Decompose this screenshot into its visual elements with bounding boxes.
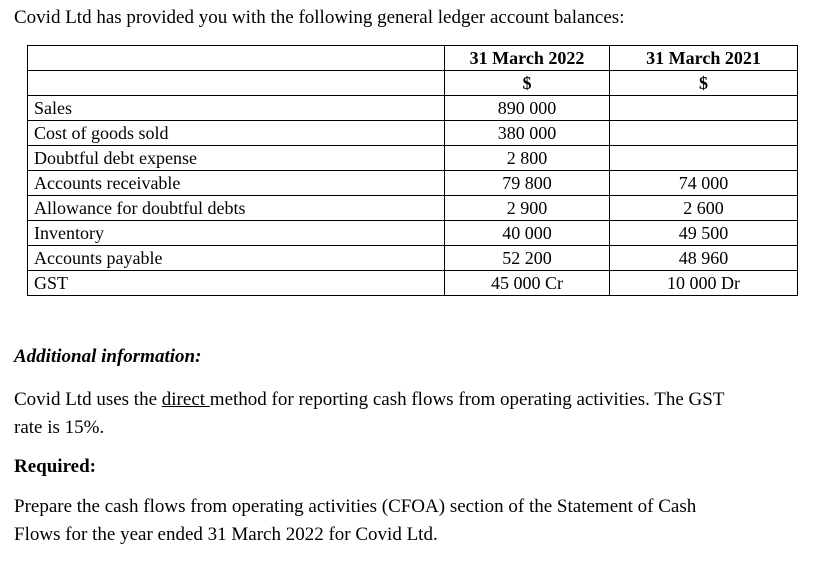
additional-text-line2: rate is 15%. xyxy=(14,417,105,438)
account-name: Sales xyxy=(28,96,445,121)
balance-2021 xyxy=(610,96,798,121)
table-row xyxy=(28,121,798,146)
table-currency-row xyxy=(28,71,798,96)
account-name: Inventory xyxy=(28,221,445,246)
additional-text-before: Covid Ltd uses the xyxy=(14,389,162,410)
header-2022: 31 March 2022 xyxy=(445,46,610,71)
additional-info-heading: Additional information: xyxy=(14,346,202,367)
balance-2021 xyxy=(610,121,798,146)
balance-2022: 2 900 xyxy=(445,196,610,221)
ledger-balances-table xyxy=(27,45,798,296)
balance-2021: 48 960 xyxy=(610,246,798,271)
balance-2021: 2 600 xyxy=(610,196,798,221)
table-row xyxy=(28,246,798,271)
currency-2021: $ xyxy=(610,71,798,96)
account-name: Cost of goods sold xyxy=(28,121,445,146)
balance-2022: 79 800 xyxy=(445,171,610,196)
required-text-line2: Flows for the year ended 31 March 2022 for Covid Ltd. xyxy=(14,524,438,545)
balance-2022: 45 000 Cr xyxy=(445,271,610,296)
account-name: Accounts payable xyxy=(28,246,445,271)
balance-2021: 49 500 xyxy=(610,221,798,246)
table-row xyxy=(28,196,798,221)
header-2021: 31 March 2021 xyxy=(610,46,798,71)
balance-2022: 2 800 xyxy=(445,146,610,171)
currency-account-cell xyxy=(28,71,445,96)
account-name: Doubtful debt expense xyxy=(28,146,445,171)
table-row xyxy=(28,221,798,246)
additional-text-after: method for reporting cash flows from operating activities. The GST xyxy=(209,389,725,410)
account-name: GST xyxy=(28,271,445,296)
account-name: Accounts receivable xyxy=(28,171,445,196)
balance-2021 xyxy=(610,146,798,171)
required-heading: Required: xyxy=(14,456,96,477)
balance-2022: 52 200 xyxy=(445,246,610,271)
table-header-row xyxy=(28,46,798,71)
balance-2022: 380 000 xyxy=(445,121,610,146)
balance-2022: 40 000 xyxy=(445,221,610,246)
balance-2022: 890 000 xyxy=(445,96,610,121)
balance-2021: 74 000 xyxy=(610,171,798,196)
table-row xyxy=(28,171,798,196)
table-row xyxy=(28,271,798,296)
table-row xyxy=(28,146,798,171)
required-text-line1: Prepare the cash flows from operating activities (CFOA) section of the Statement of Cash xyxy=(14,496,697,517)
direct-underlined-text: direct xyxy=(161,389,210,410)
balance-2021: 10 000 Dr xyxy=(610,271,798,296)
account-name: Allowance for doubtful debts xyxy=(28,196,445,221)
additional-info-paragraph xyxy=(14,386,724,442)
currency-2022: $ xyxy=(445,71,610,96)
header-account-cell xyxy=(28,46,445,71)
required-paragraph xyxy=(14,493,696,549)
intro-text: Covid Ltd has provided you with the following general ledger account balances: xyxy=(14,7,625,28)
table-row xyxy=(28,96,798,121)
